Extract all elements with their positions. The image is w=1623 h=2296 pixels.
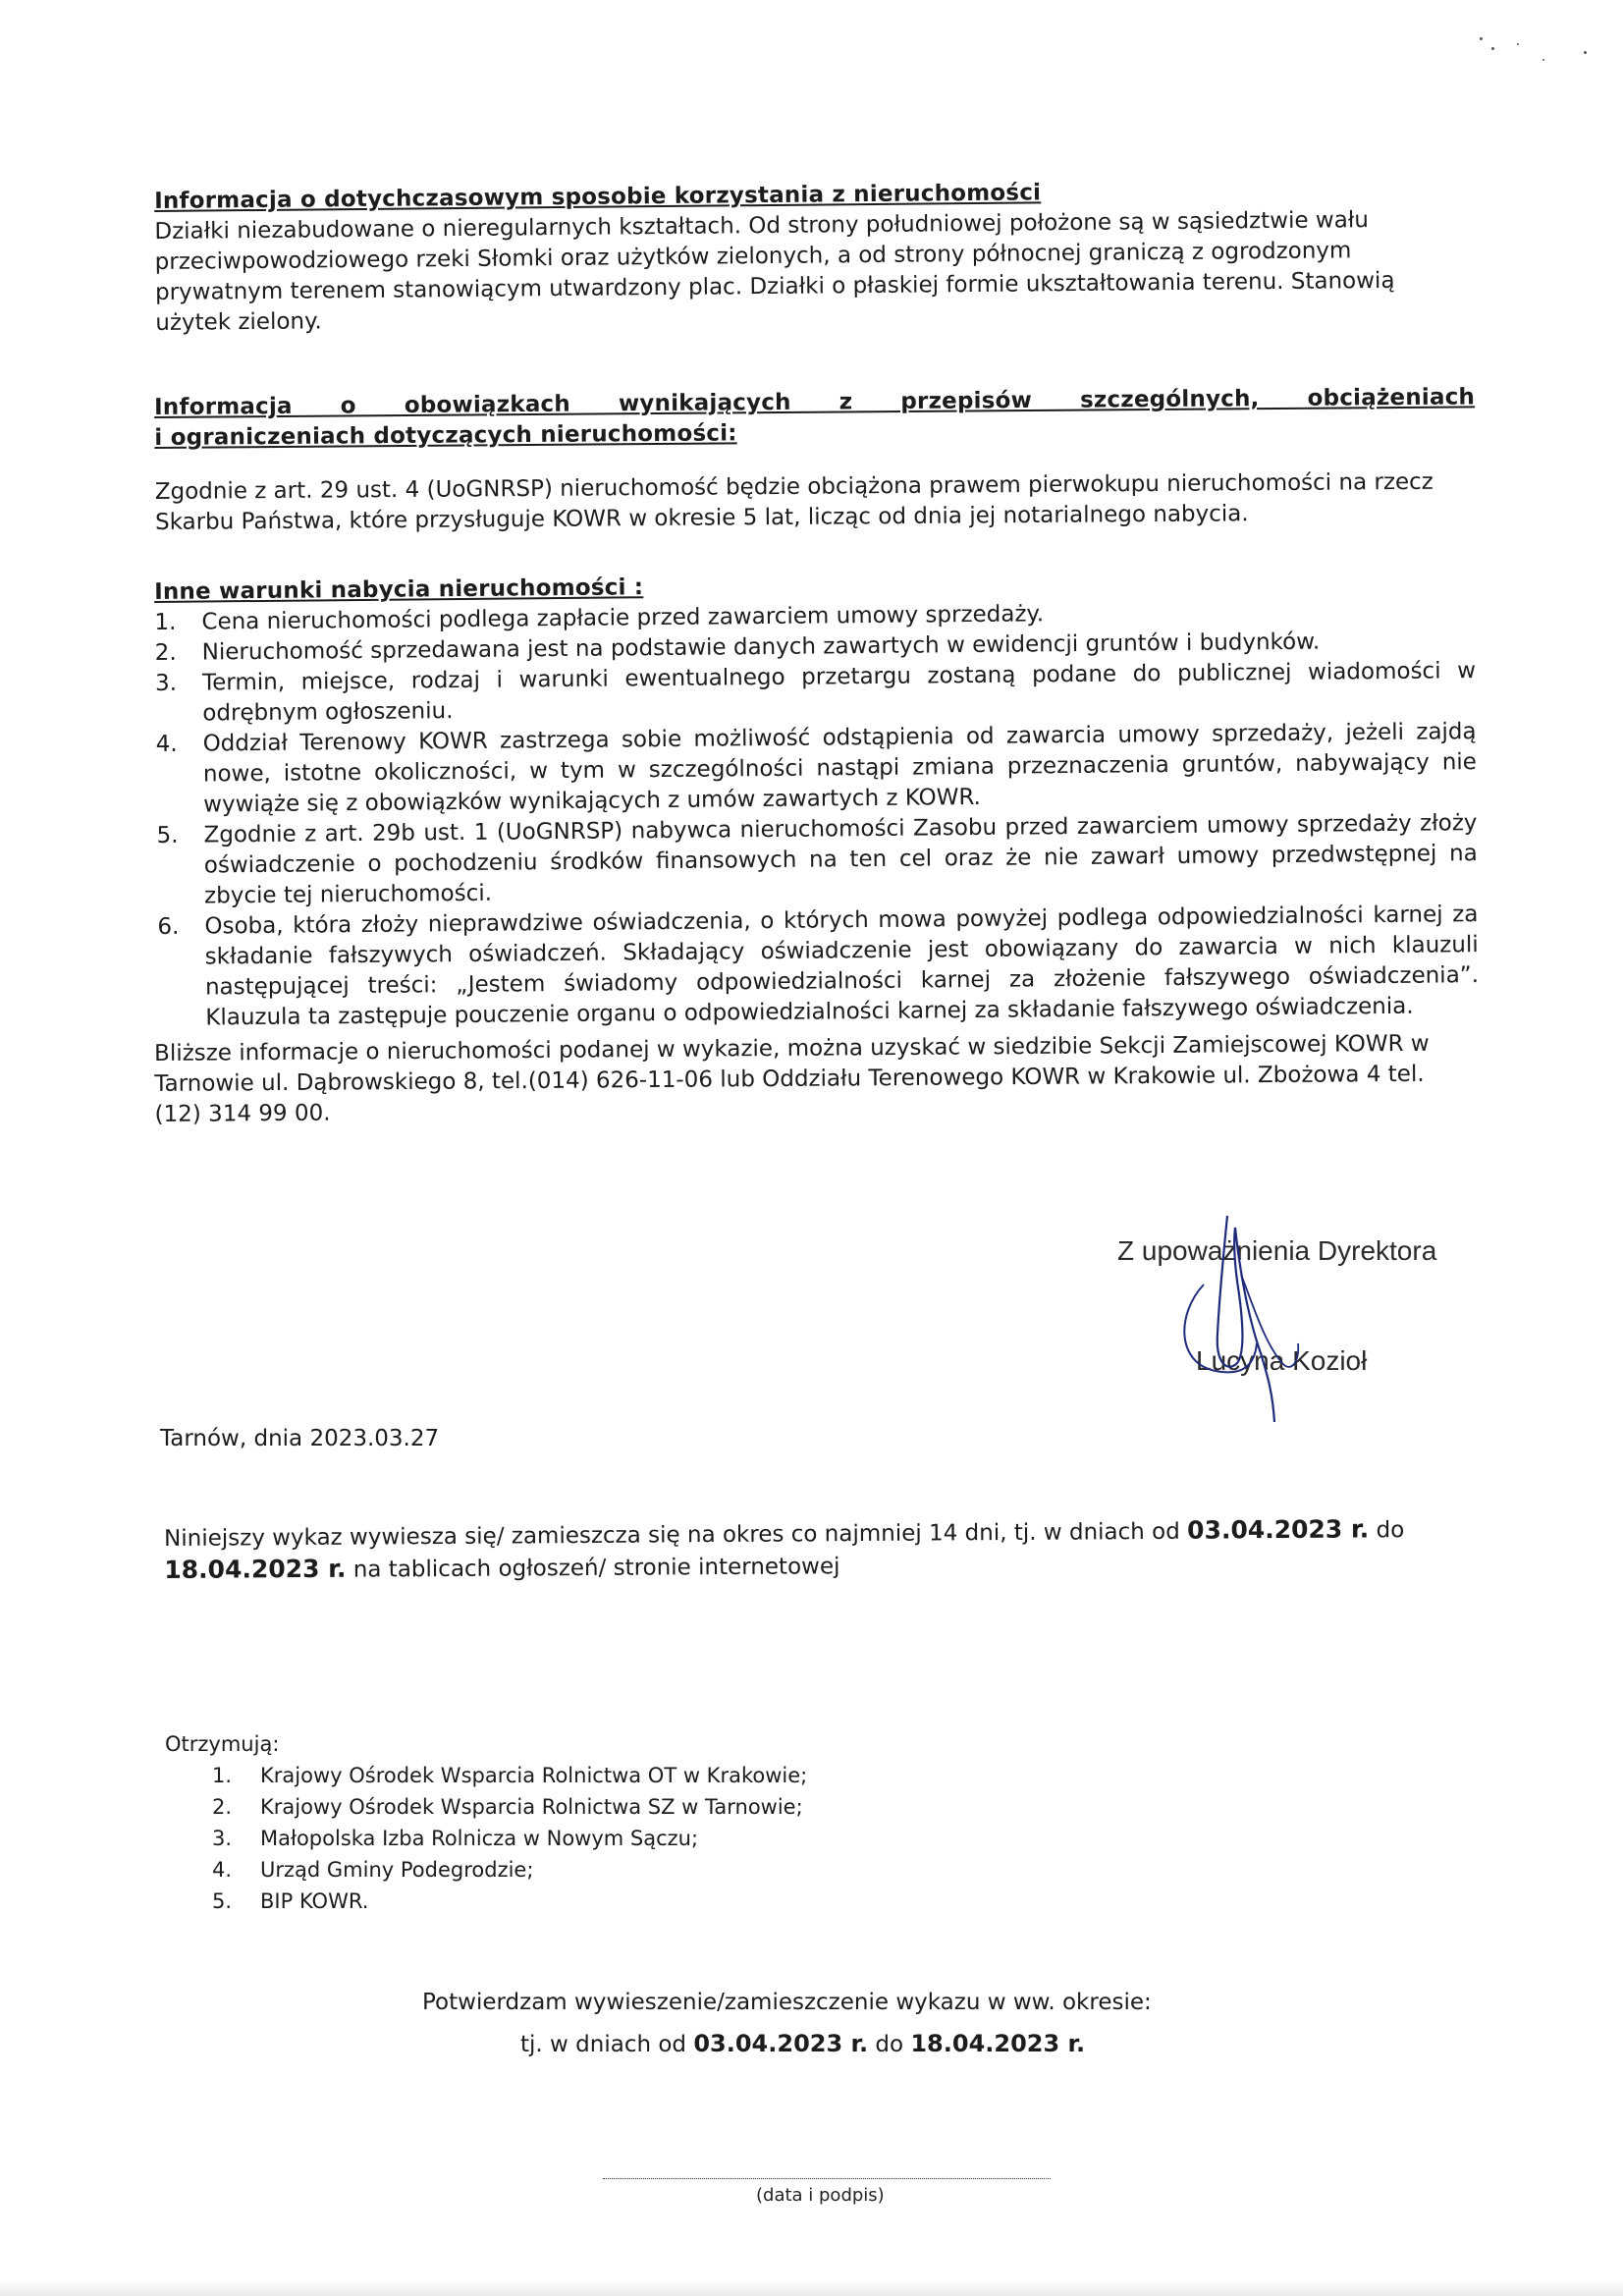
posting-text-before: Niniejszy wykaz wywiesza się/ zamieszcza się na okres co najmniej 14 dni, tj. w dniach od xyxy=(164,1518,1188,1552)
other-conditions-list xyxy=(154,595,1479,1034)
usage-info-heading: Informacja o dotychczasowym sposobie korzystania z nieruchomości xyxy=(154,180,1042,214)
list-item-text: Urząd Gminy Podegrodzie; xyxy=(260,1858,534,1882)
list-item xyxy=(157,900,1479,1034)
obligations-text: Zgodnie z art. 29 ust. 4 (UoGNRSP) nieruchomość będzie obciążona prawem pierwokupu nieruchomości na rzecz Skarbu Państwa, które przysługuje KOWR w okresie 5 lat, licząc od dnia jej notarialnego nabycia. xyxy=(154,468,1434,535)
usage-info-text: Działki niezabudowane o nieregularnych kształtach. Od strony południowej położone są w sąsiedztwie wału przeciwpowodziowego rzeki Słomki oraz użytków zielonych, a od strony północnej graniczą z ogrodzonym prywatnym terenem stanowiącym utwardzony plac. Działki o płaskiej formie ukształtowania terenu. Stanowią użytek zielony. xyxy=(154,207,1395,336)
posting-text-middle: do xyxy=(1369,1517,1405,1544)
list-item xyxy=(165,1854,1049,1886)
confirmation-line2 xyxy=(422,2023,1267,2065)
list-item-number: 1. xyxy=(212,1764,233,1787)
confirmation-middle: do xyxy=(868,2032,911,2057)
posting-date-from: 03.04.2023 r. xyxy=(1187,1514,1370,1545)
usage-info-section xyxy=(154,174,1476,339)
list-item-number: 5. xyxy=(156,822,179,848)
list-item-number: 6. xyxy=(157,913,180,940)
confirmation-line1: Potwierdzam wywieszenie/zamieszczenie wykazu w ww. okresie: xyxy=(422,1990,1152,2015)
list-item-text: Termin, miejsce, rodzaj i warunki ewentualnego przetargu zostaną podane do publicznej wiadomości w odrębnym ogłoszeniu. xyxy=(201,658,1477,727)
list-item-number: 4. xyxy=(155,731,178,757)
recipients-label: Otrzymują: xyxy=(165,1732,280,1756)
list-item xyxy=(165,1886,1049,1917)
posting-date-to: 18.04.2023 r. xyxy=(164,1554,347,1584)
other-conditions-heading: Inne warunki nabycia nieruchomości : xyxy=(154,574,644,605)
list-item-text: BIP KOWR. xyxy=(260,1889,369,1913)
list-item-text: Osoba, która złoży nieprawdziwe oświadczenia, o których mowa powyżej podlega odpowiedzialności karnej za składanie fałszywych oświadczeń. Składający oświadczenie jest obowiązany do zawarcia w nich klauzuli następującej treści: „Jestem świadomy odpowiedzialności karnej za złożenie fałszywego oświadczenia”. Klauzula ta zastępuje pouczenie organu o odpowiedzialności karnej za składanie fałszywego oświadczenia. xyxy=(204,902,1480,1031)
list-item-number: 1. xyxy=(154,609,177,635)
list-item-number: 3. xyxy=(212,1827,233,1850)
list-item xyxy=(156,808,1478,912)
obligations-heading-line2: i ograniczeniach dotyczących nieruchomości: xyxy=(154,420,737,451)
list-item-text: Krajowy Ośrodek Wsparcia Rolnictwa SZ w Tarnowie; xyxy=(260,1795,803,1819)
other-conditions-section xyxy=(154,565,1479,1034)
handwritten-signature-icon xyxy=(1117,1216,1490,1432)
list-item-number: 5. xyxy=(212,1889,233,1913)
list-item xyxy=(165,1823,1049,1854)
obligations-heading-line1: Informacja o obowiązkach wynikających z przepisów szczególnych, obciążeniach xyxy=(154,384,1476,420)
signature-name: Lucyna Kozioł xyxy=(1196,1345,1368,1376)
signature-line-label: (data i podpis) xyxy=(756,2185,885,2206)
confirmation-date-to: 18.04.2023 r. xyxy=(910,2030,1086,2057)
scan-specks xyxy=(1478,29,1596,69)
document-date: Tarnów, dnia 2023.03.27 xyxy=(160,1426,440,1451)
list-item xyxy=(165,1760,1049,1791)
list-item-text: Zgodnie z art. 29b ust. 1 (UoGNRSP) nabywca nieruchomości Zasobu przed zawarciem umowy sprzedaży złoży oświadczenie o pochodzeniu środków finansowych na ten cel oraz że nie zawarł umowy przedwstępnej na zbycie tej nieruchomości. xyxy=(203,810,1478,909)
list-item-text: Nieruchomość sprzedawana jest na podstawie danych zawartych w ewidencji gruntów i budynków. xyxy=(201,629,1321,666)
confirmation-prefix: tj. w dniach od xyxy=(520,2032,694,2057)
obligations-section xyxy=(154,382,1476,538)
confirmation-section xyxy=(422,1982,1267,2065)
posting-period-section xyxy=(164,1513,1480,1587)
recipients-list xyxy=(165,1760,1049,1917)
list-item-text: Oddział Terenowy KOWR zastrzega sobie możliwość odstąpienia od zawarcia umowy sprzedaży, jeżeli zajdą nowe, istotne okoliczności, w tym w szczególności nastąpi zmiana przeznaczenia gruntów, nabywający nie wywiąże się z obowiązków wynikających z umów zawartych z KOWR. xyxy=(202,719,1477,818)
signature-block xyxy=(1117,1216,1490,1432)
confirmation-date-from: 03.04.2023 r. xyxy=(693,2030,869,2057)
contact-info-section xyxy=(154,1028,1476,1130)
list-item-text: Cena nieruchomości podlega zapłacie przed zawarciem umowy sprzedaży. xyxy=(201,601,1045,635)
signature-line xyxy=(603,2178,1051,2179)
scan-edge xyxy=(0,2282,1623,2296)
list-item-number: 4. xyxy=(212,1858,233,1882)
list-item-text: Krajowy Ośrodek Wsparcia Rolnictwa OT w Krakowie; xyxy=(260,1764,808,1787)
list-item-number: 3. xyxy=(154,670,178,696)
list-item-text: Małopolska Izba Rolnicza w Nowym Sączu; xyxy=(260,1827,699,1850)
signature-authority: Z upoważnienia Dyrektora xyxy=(1117,1235,1437,1266)
list-item-number: 2. xyxy=(154,639,177,666)
list-item xyxy=(165,1791,1049,1823)
list-item-number: 2. xyxy=(212,1795,233,1819)
list-item xyxy=(155,717,1477,821)
recipients-section xyxy=(165,1728,1049,1917)
posting-text-after: na tablicach ogłoszeń/ stronie internetowej xyxy=(346,1554,840,1583)
contact-info-text: Bliższe informacje o nieruchomości podanej w wykazie, można uzyskać w siedzibie Sekcji Zamiejscowej KOWR w Tarnowie ul. Dąbrowskiego 8, tel.(014) 626-11-06 lub Oddziału Terenowego KOWR w Krakowie ul. Zbożowa 4 tel. (12) 314 99 00. xyxy=(154,1030,1430,1127)
